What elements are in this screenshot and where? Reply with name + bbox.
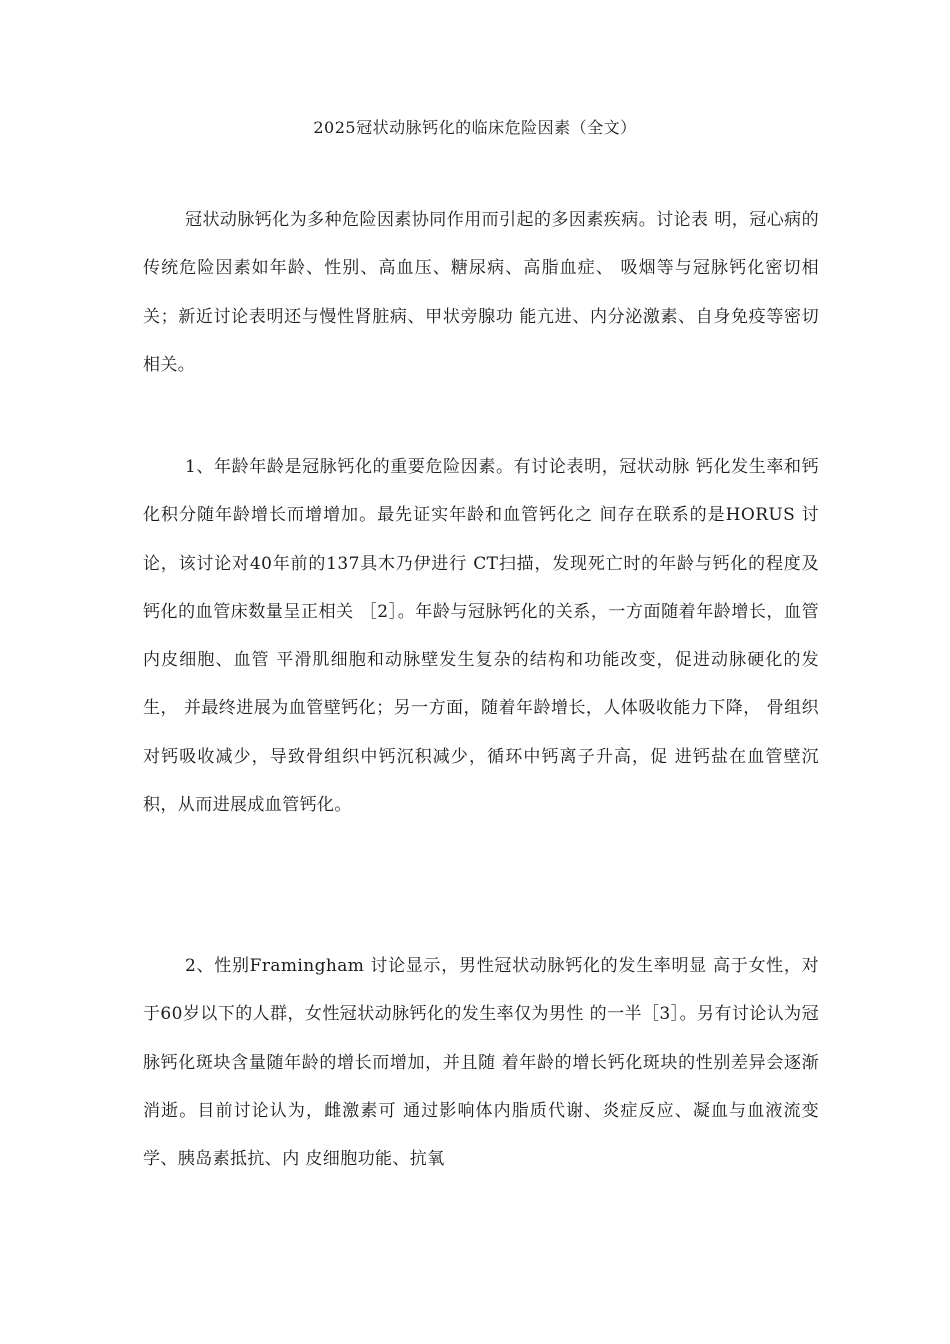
- document-title: 2025冠状动脉钙化的临床危险因素（全文）: [313, 118, 637, 137]
- paragraph-intro: 冠状动脉钙化为多种危险因素协同作用而引起的多因素疾病。讨论表 明，冠心病的传统危险因素如年龄、性别、高血压、糖尿病、高脂血症、 吸烟等与冠脉钙化密切相关；新近讨论表明还与慢性肾脏病、甲状旁腺功 能亢进、内分泌激素、自身免疫等密切相关。: [143, 210, 819, 375]
- paragraph-age: 1、年龄年龄是冠脉钙化的重要危险因素。有讨论表明，冠状动脉 钙化发生率和钙化积分随年龄增长而增增加。最先证实年龄和血管钙化之 间存在联系的是HORUS 讨论，该讨论对40年前的137具木乃伊进行 CT扫描，发现死亡时的年龄与钙化的程度及钙化的血管床数量呈正相关 ［2］。年龄与冠脉钙化的关系，一方面随着年龄增长，血管内皮细胞、血管 平滑肌细胞和动脉壁发生复杂的结构和功能改变，促进动脉硬化的发生， 并最终进展为血管壁钙化；另一方面，随着年龄增长，人体吸收能力下降， 骨组织对钙吸收减少，导致骨组织中钙沉积减少，循环中钙离子升高，促 进钙盐在血管壁沉积，从而进展成血管钙化。: [143, 457, 819, 816]
- paragraph-gender: 2、性别Framingham 讨论显示，男性冠状动脉钙化的发生率明显 高于女性，对于60岁以下的人群，女性冠状动脉钙化的发生率仅为男性 的一半［3］。另有讨论认为冠脉钙化斑块含量随年龄的增长而增加，并且随 着年龄的增长钙化斑块的性别差异会逐渐消逝。目前讨论认为，雌激素可 通过影响体内脂质代谢、炎症反应、凝血与血液流变学、胰岛素抵抗、内 皮细胞功能、抗氧: [143, 956, 819, 1170]
